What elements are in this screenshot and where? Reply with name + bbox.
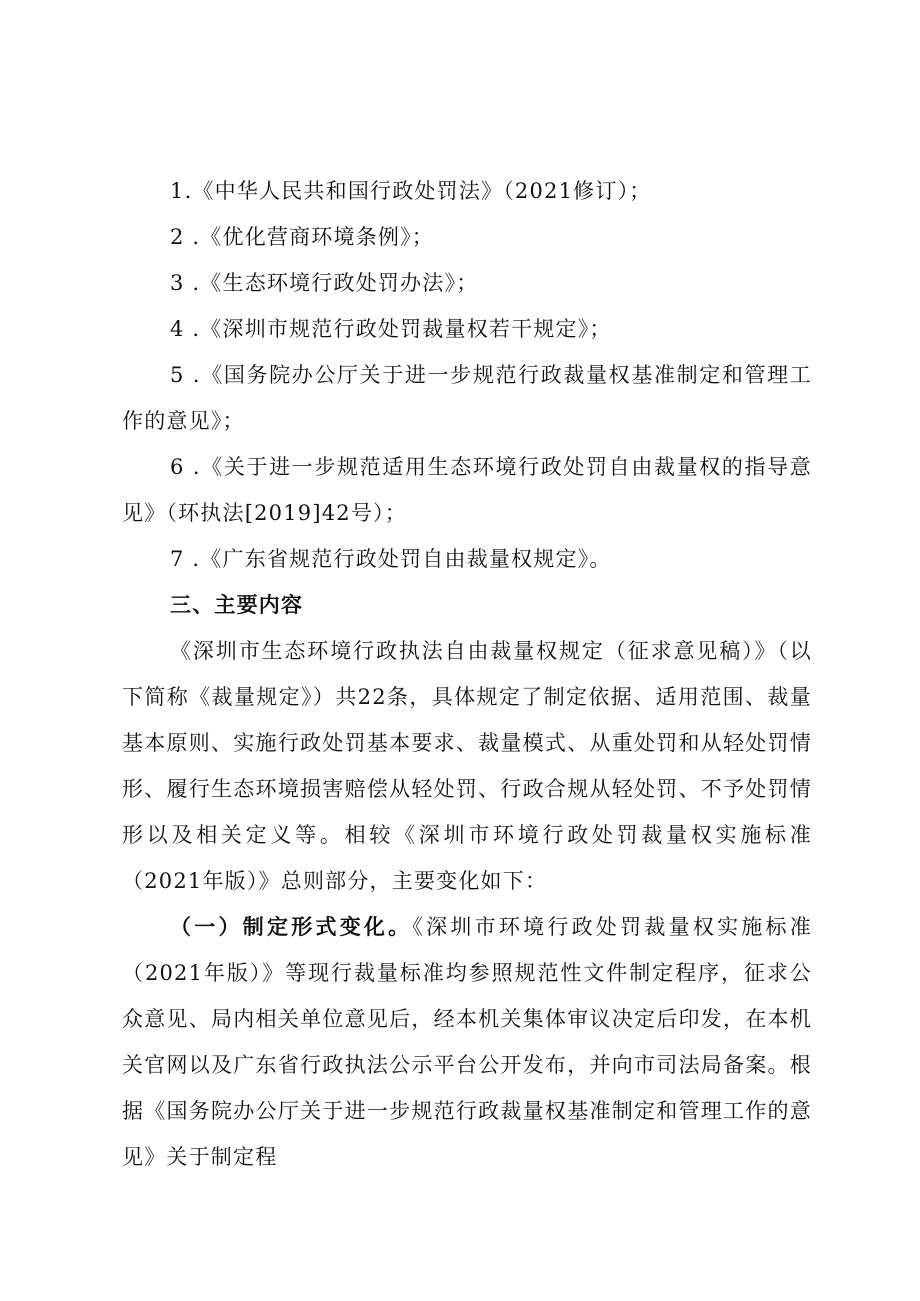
law-item-3: 3 .《生态环境行政处罚办法》； [170,271,479,295]
law-item-6: 6 .《关于进一步规范适用生态环境行政处罚自由裁量权的指导意见》（环执法[2019]42号）； [122,455,812,525]
law-item-1: 1.《中华人民共和国行政处罚法》（2021修订）； [170,179,652,203]
change-1-paragraph [122,904,812,1180]
change-1-body: 《深圳市环境行政处罚裁量权实施标准（2021年版）》等现行裁量标准均参照规范性文件制定程序，征求公众意见、局内相关单位意见后，经本机关集体审议决定后印发，在本机关官网以及广东省行政执法公示平台公开发布，并向市司法局备案。根据《国务院办公厅关于进一步规范行政裁量权基准制定和管理工作的意见》关于制定程 [122,915,812,1169]
law-item-5: 5 .《国务院办公厅关于进一步规范行政裁量权基准制定和管理工作的意见》； [122,363,812,433]
law-item-7: 7 .《广东省规范行政处罚自由裁量权规定》。 [170,547,612,571]
law-item-4: 4 .《深圳市规范行政处罚裁量权若干规定》； [170,317,612,341]
law-item-2: 2 .《优化营商环境条例》； [170,225,435,249]
document-body [122,168,812,1180]
change-1-title: （一）制定形式变化。 [170,915,413,939]
section-heading-main-content: 三、主要内容 [170,593,304,617]
main-content-paragraph: 《深圳市生态环境行政执法自由裁量权规定（征求意见稿）》（以下简称《裁量规定》）共22条，具体规定了制定依据、适用范围、裁量基本原则、实施行政处罚基本要求、裁量模式、从重处罚和从轻处罚情形、履行生态环境损害赔偿从轻处罚、行政合规从轻处罚、不予处罚情形以及相关定义等。相较《深圳市环境行政处罚裁量权实施标准（2021年版）》总则部分，主要变化如下： [122,639,812,893]
